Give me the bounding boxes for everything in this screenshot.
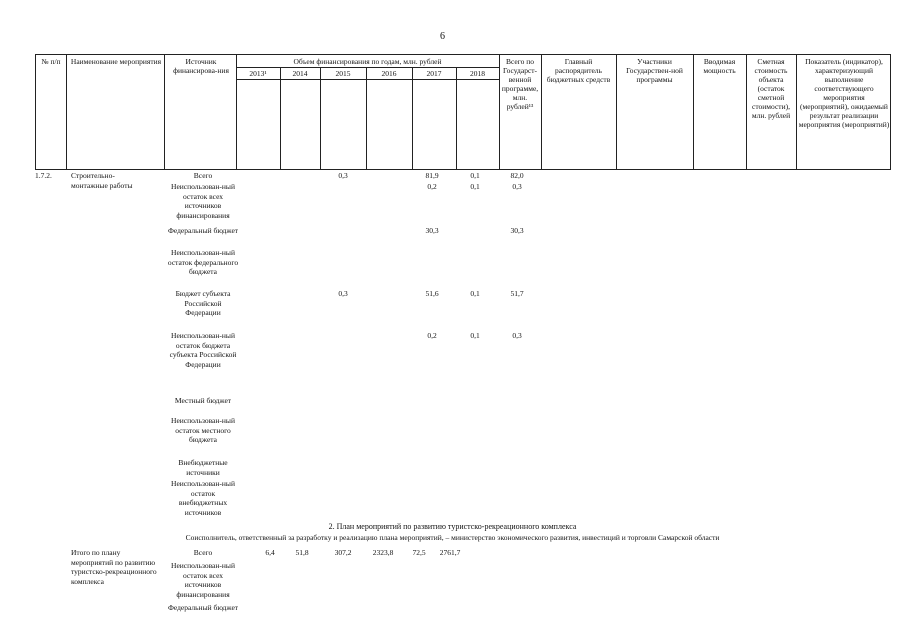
value-total: 0,3 (512, 331, 522, 340)
value-2017: 30,3 (425, 226, 439, 235)
value-total: 30,3 (510, 226, 524, 235)
value-2017: 0,2 (427, 182, 437, 191)
section-executor: Соисполнитель, ответственный за разработку и реализацию плана мероприятий, – министерство экономического развития, инвестиций и торговли Самарской области (185, 533, 720, 542)
value-2015: 307,2 (334, 548, 352, 557)
source-label: Неиспользован-ный остаток местного бюджета (171, 416, 235, 444)
header-col-name: Наименование мероприятия (70, 57, 162, 66)
value-2017: 81,9 (425, 171, 439, 180)
source-label: Федеральный бюджет (167, 603, 239, 612)
header-col-volume: Объем финансирования по годам, млн. рублей (293, 57, 442, 66)
value-2015: 0,3 (338, 171, 348, 180)
value-2017: 72,5 (412, 548, 426, 557)
source-label: Бюджет субъекта Российской Федерации (175, 289, 231, 317)
source-label: Всего (193, 548, 213, 557)
header-col-cost: Сметная стоимость объекта (остаток сметной стоимости), млн. рублей (751, 57, 791, 120)
value-2018: 0,1 (470, 182, 480, 191)
header-year-2014: 2014 (292, 69, 308, 78)
section-title: 2. План мероприятий по развитию туристско-рекреационного комплекса (328, 522, 577, 531)
header-col-number: № п/п (41, 57, 61, 66)
source-label: Неиспользован-ный остаток федерального бюджета (167, 248, 239, 276)
source-label: Неиспользован-ный остаток всех источников финансирования (171, 182, 235, 220)
header-col-capacity: Вводимая мощность (703, 57, 736, 75)
header-year-2017: 2017 (426, 69, 442, 78)
value-2013: 6,4 (265, 548, 275, 557)
header-year-2018: 2018 (470, 69, 485, 78)
item-name: Строительно-монтажные работы (71, 171, 133, 190)
source-label: Всего (193, 171, 213, 180)
value-2018: 0,1 (470, 289, 480, 298)
header-col-manager: Главный распорядитель бюджетных средств (546, 57, 611, 84)
value-total: 0,3 (512, 182, 522, 191)
value-2015: 0,3 (338, 289, 348, 298)
value-2018: 0,1 (470, 331, 480, 340)
value-total: 2761,7 (439, 548, 461, 557)
header-col-participant: Участники Государствен-ной программы (626, 57, 683, 84)
header-year-2013: 2013¹ (249, 69, 267, 78)
header-col-indicator: Показатель (индикатор), характеризующий выполнение соответствующего мероприятия (мероприятий), ожидаемый результат реализации мероприятия (мероприятий) (798, 57, 890, 129)
page-number: 6 (440, 31, 445, 42)
header-year-2015: 2015 (335, 69, 351, 78)
header-col-source: Источник финансирова-ния (173, 57, 229, 75)
source-label: Неиспользован-ный остаток всех источников финансирования (171, 561, 235, 599)
total-item-name: Итого по плану мероприятий по развитию туристско-рекреационного комплекса (71, 548, 157, 586)
value-total: 82,0 (510, 171, 524, 180)
value-2014: 51,8 (295, 548, 309, 557)
value-2017: 51,6 (425, 289, 439, 298)
source-label: Неиспользован-ный остаток внебюджетных источников (171, 479, 235, 517)
value-2018: 0,1 (470, 171, 480, 180)
header-year-2016: 2016 (381, 69, 397, 78)
source-label: Местный бюджет (174, 396, 232, 405)
value-2016: 2323,8 (372, 548, 394, 557)
source-label: Неиспользован-ный остаток бюджета субъекта Российской Федерации (169, 331, 237, 369)
header-col-total: Всего по Государст-венной программе, млн. рублей¹³ (501, 57, 539, 111)
table-header (35, 54, 891, 170)
source-label: Внебюджетные источники (178, 458, 228, 477)
value-2017: 0,2 (427, 331, 437, 340)
source-label: Федеральный бюджет (167, 226, 239, 235)
value-total: 51,7 (510, 289, 524, 298)
item-number: 1.7.2. (35, 171, 52, 180)
